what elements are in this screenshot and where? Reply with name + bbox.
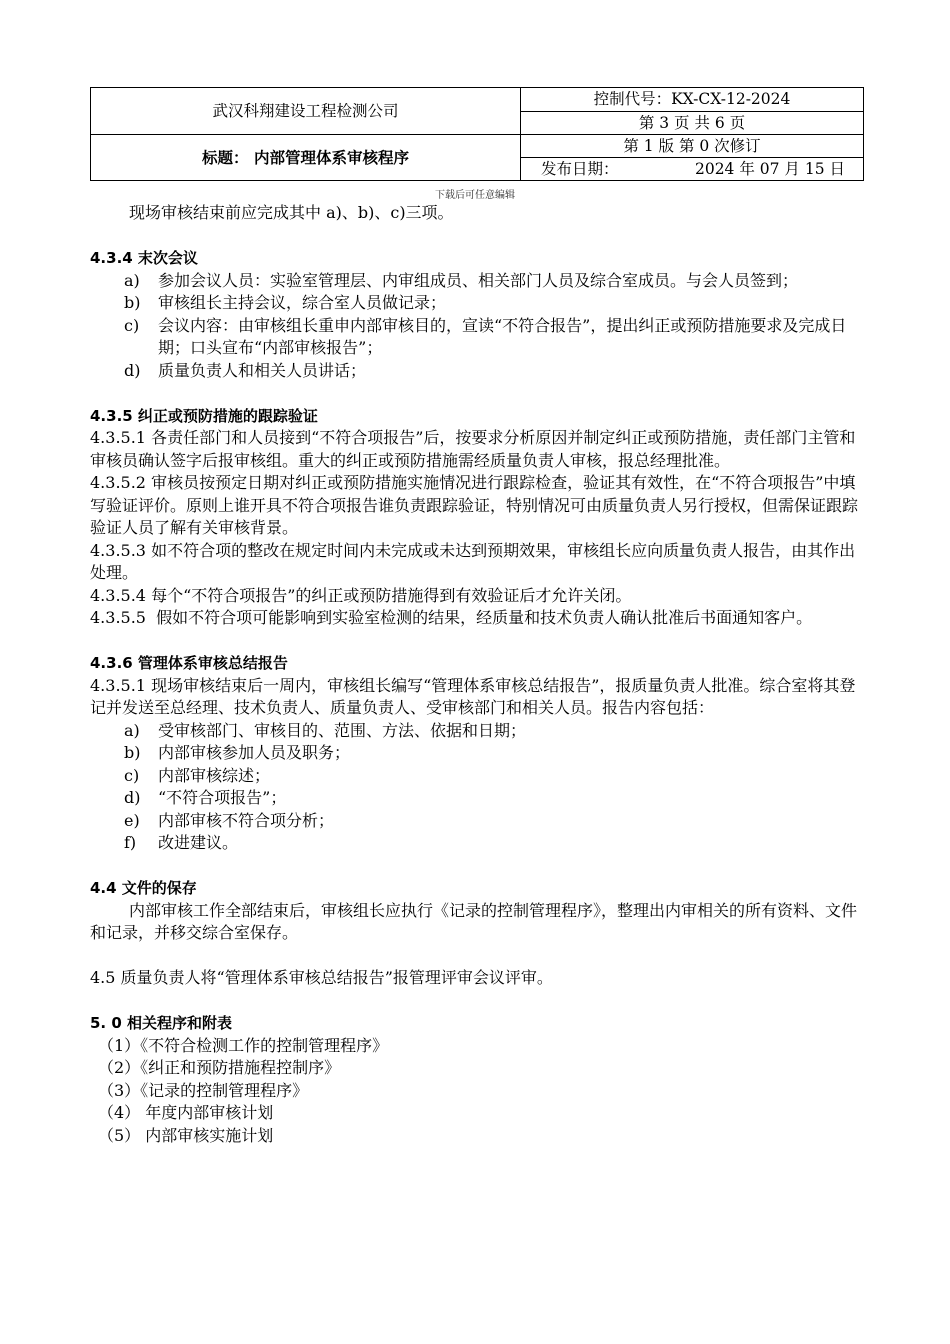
list-item: c) 内部审核综述； <box>124 765 271 785</box>
company-name: 武汉科翔建设工程检测公司 <box>91 88 521 135</box>
section-heading-4-4: 4.4 文件的保存 <box>90 879 197 897</box>
publish-date-cell <box>521 158 864 181</box>
closing-meeting-list <box>90 270 865 383</box>
list-item: c) 会议内容：由审核组长重申内部审核目的，宣读“不符合报告”，提出纠正或预防措施要求及完成日期；口头宣布“内部审核报告”； <box>124 315 847 357</box>
paragraph-4-3-5-1: 4.3.5.1 各责任部门和人员接到“不符合项报告”后，按要求分析原因并制定纠正或预防措施，责任部门主管和审核员确认签字后报审核组。重大的纠正或预防措施需经质量负责人审核，报总经理批准。 <box>90 428 856 470</box>
paragraph-4-4: 内部审核工作全部结束后，审核组长应执行《记录的控制管理程序》，整理出内审相关的所有资料、文件和记录，并移交综合室保存。 <box>90 900 858 942</box>
related-procedures-list <box>90 1035 865 1148</box>
list-item: a) 参加会议人员：实验室管理层、内审组成员、相关部门人员及综合室成员。与会人员签到； <box>124 270 799 290</box>
document-title: 标题： 内部管理体系审核程序 <box>91 135 521 181</box>
list-item: d) “不符合项报告”； <box>124 788 287 807</box>
paragraph-4-3-5-3: 4.3.5.3 如不符合项的整改在规定时间内未完成或未达到预期效果，审核组长应向质量负责人报告，由其作出处理。 <box>90 540 856 582</box>
list-item: （5） 内部审核实施计划 <box>98 1125 274 1145</box>
paragraph-4-5: 4.5 质量负责人将“管理体系审核总结报告”报管理评审会议评审。 <box>90 968 553 987</box>
version-info: 第 1 版 第 0 次修订 <box>521 135 864 158</box>
report-contents-list <box>90 720 865 855</box>
list-item: （1）《不符合检测工作的控制管理程序》 <box>98 1035 389 1055</box>
paragraph-4-3-5-2: 4.3.5.2 审核员按预定日期对纠正或预防措施实施情况进行跟踪检查，验证其有效性，在“不符合项报告”中填写验证评价。原则上谁开具不符合项报告谁负责跟踪验证，特别情况可由质量负责人另行授权，但需保证跟踪验证人员了解有关审核背景。 <box>90 473 859 537</box>
document-body <box>90 202 865 1147</box>
list-item: （4） 年度内部审核计划 <box>98 1103 274 1122</box>
section-heading-4-3-4: 4.3.4 末次会议 <box>90 249 198 267</box>
section-heading-5-0: 5. 0 相关程序和附表 <box>90 1014 233 1032</box>
list-item: （2）《纠正和预防措施程控制序》 <box>98 1058 341 1077</box>
list-item: e) 内部审核不符合项分析； <box>124 810 335 830</box>
list-item: d) 质量负责人和相关人员讲话； <box>124 360 367 380</box>
paragraph-4-3-5-4: 4.3.5.4 每个“不符合项报告”的纠正或预防措施得到有效验证后才允许关闭。 <box>90 585 632 605</box>
publish-date: 2024 年 07 月 15 日 <box>694 160 845 178</box>
section-heading-4-3-5: 4.3.5 纠正或预防措施的跟踪验证 <box>90 406 318 425</box>
publish-label: 发布日期： <box>541 160 619 178</box>
list-item: b) 审核组长主持会议，综合室人员做记录； <box>124 293 447 312</box>
control-code: 控制代号：KX-CX-12-2024 <box>521 88 864 112</box>
list-item: （3）《记录的控制管理程序》 <box>98 1080 309 1100</box>
paragraph-4-3-5-5: 4.3.5.5 假如不符合项可能影响到实验室检测的结果，经质量和技术负责人确认批准后书面通知客户。 <box>90 608 813 627</box>
section-heading-4-3-6: 4.3.6 管理体系审核总结报告 <box>90 654 288 672</box>
list-item: f) 改进建议。 <box>124 833 239 852</box>
page-info: 第 3 页 共 6 页 <box>521 111 864 135</box>
list-item: b) 内部审核参加人员及职务； <box>124 743 351 762</box>
document-header-table <box>90 87 864 181</box>
list-item: a) 受审核部门、审核目的、范围、方法、依据和日期； <box>124 720 527 740</box>
watermark-note: 下载后可任意编辑 <box>435 190 515 201</box>
intro-paragraph: 现场审核结束前应完成其中 a)、b)、c)三项。 <box>129 203 454 222</box>
paragraph-4-3-6-1: 4.3.5.1 现场审核结束后一周内，审核组长编写“管理体系审核总结报告”，报质量负责人批准。综合室将其登记并发送至总经理、技术负责人、质量负责人、受审核部门和相关人员。报告内容包括： <box>90 675 856 717</box>
